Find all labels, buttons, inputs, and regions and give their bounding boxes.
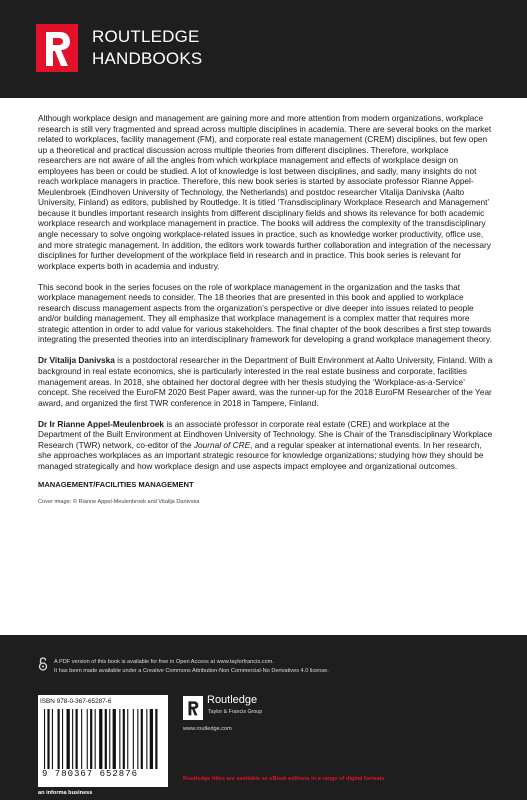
series-title-line2: HANDBOOKS [92,49,203,68]
license-notice: It has been made available under a Creative Commons Attribution-Non Commercial-No Derivatives 4.0 license. [54,668,329,674]
open-access-notice: A PDF version of this book is available for free in Open Access at www.taylorfrancis.com. [54,659,274,665]
publisher-url[interactable]: www.routledge.com [183,726,232,732]
routledge-publisher-logo [183,696,203,720]
description-paragraph-1: Although workplace design and management are gaining more and more attention from modern organizations, workplace research is still very fragmented and spread across multiple disciplines in academia. There are several books on the market related to workplaces, facility management (FM), and corporate real estate management (CREM) disciplines, but few open up a theoretical and practical discussion across multiple theories from different disciplines. Therefore, workplace researchers are not aware of all the angles from which workplace management and effects of workplace design on employees has been or could be studied. A lot of knowledge is lost between disciplines, and sadly, many insights do not reach workplace managers in practice. Therefore, this new book series is started by associate professor Rianne Appel-Meulenbroek (Eindhoven University of Technology, the Netherlands) and postdoc researcher Vitalija Danivska (Aalto University, Finland) as editors, published by Routledge. It is titled ‘Transdisciplinary Workplace Research and Management’ because it bundles important research insights from different disciplinary fields and shows its relevance for both academic workplace research and workplace management in practice. The books will address the complexity of the transdisciplinary angle necessary to solve ongoing workplace-related issues in practice, such as knowledge worker productivity, office use, and more strategic management. In addition, the editors work towards further collaboration and integration of the necessary disciplines for further development of the workplace field in research and in practice. This book series is relevant for workplace experts both in academia and industry. [38,113,492,271]
editor-bio-text: is a postdoctoral researcher in the Department of Built Environment at Aalto University, Finland. With a background in real estate economics, she is particularly interested in the real estate business and corporate, facilities management areas. In 2018, she obtained her doctoral degree with her thesis studying the ‘Workplace-as-a-Service’ concept. She received the EuroFM 2020 Best Paper award, was the runner-up for the 2018 EuroFM Researcher of the Year award, and organized the first TWR conference in 2018 in Tampere, Finland. [38,355,493,408]
isbn-number: ISBN 978-0-367-65287-6 [40,698,112,705]
publisher-group: Taylor & Francis Group [208,709,263,715]
routledge-r-icon [186,699,200,717]
header-bar [0,0,527,98]
open-access-icon [37,657,49,671]
informa-tagline: an informa business [38,790,93,796]
editor-bio-appel-meulenbroek [38,419,494,472]
barcode-panel [38,695,168,787]
editor-bio-danivska [38,355,494,408]
cover-image-credit: Cover image: © Rianne Appel-Meulenbroek and Vitalija Danivska [38,498,200,505]
series-title-line1: ROUTLEDGE [92,27,200,46]
barcode-digits: 9 780367 652876 [42,769,139,779]
editor-bio-text: is an associate professor in corporate real estate (CRE) and workplace at the Department of the Built Environment at Eindhoven University of Technology. She is Chair of the Transdisciplinary Workplace Research (TWR) network, co-editor of the [38,418,493,450]
editor-name: Dr Ir Rianne Appel-Meulenbroek [38,418,165,429]
subject-category: MANAGEMENT/FACILITIES MANAGEMENT [38,479,194,489]
back-cover-text [38,113,494,507]
editor-name: Dr Vitalija Danivska [38,355,115,366]
journal-title: Journal of CRE [193,439,251,450]
barcode-icon [42,709,164,769]
ebook-note: Routledge titles are available as eBook editions in a range of digital formats [183,776,385,782]
description-paragraph-2: This second book in the series focuses on the role of workplace management in the organization and the tasks that workplace management needs to consider. The 18 theories that are presented in this book and applied to workplace research discuss management aspects from the organization’s perspective or dive deeper into issues related to people and/or building management. They all emphasize that workplace management is a complex matter that requires more strategic attention in order to add value for various stakeholders. The final chapter of the book describes a first step towards integrating the presented theories into an interdisciplinary framework for developing a grand workplace management theory. [38,281,492,345]
routledge-handbooks-logo [36,24,78,72]
footer-bar [0,635,527,800]
publisher-name: Routledge [207,694,258,706]
editor-bio-text: , and a regular speaker at international events. In her research, she approaches workplaces as an important strategic resource for knowledge organizations; studying how they should be managed strategically and how workplace design and use aspects impact employee and organizational outcomes. [38,439,484,471]
routledge-logo-icon [40,28,74,68]
